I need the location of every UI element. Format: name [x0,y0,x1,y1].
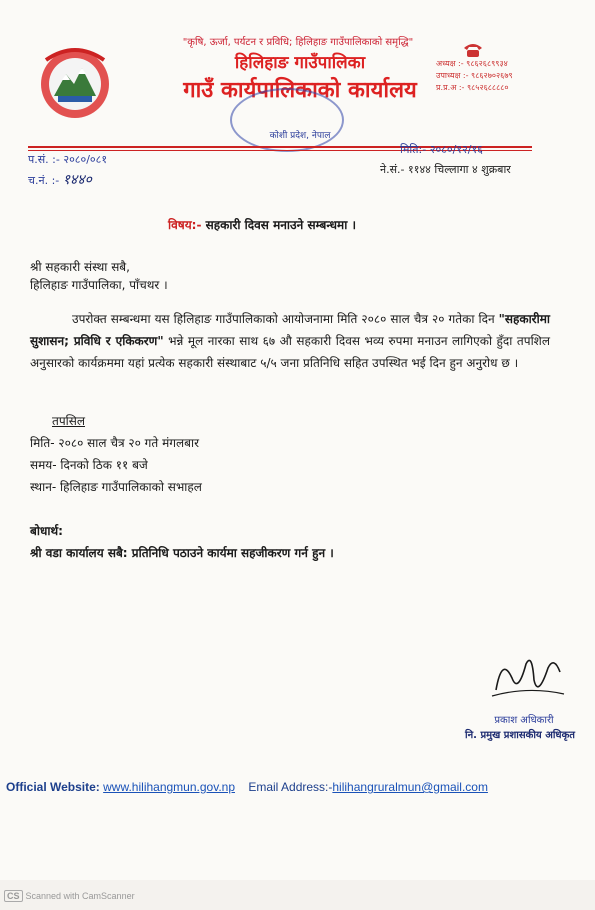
details-place: स्थान- हिलिहाङ गाउँपालिकाको सभाहल [30,480,202,494]
office-name: गाउँ कार्यपालिकाको कार्यालय [183,78,417,103]
cn-number [28,170,107,191]
phone-list [436,58,564,94]
motto: "कृषि, ऊर्जा, पर्यटन र प्रविधि; हिलिहाङ गाउँपालिकाको समृद्धि" [182,37,414,48]
nepal-sambat-date: ने.सं.- ११४४ चिल्लागा ४ शुक्रबार [380,163,511,176]
cc-line: श्री वडा कार्यालय सबै: प्रतिनिधि पठाउने कार्यमा सहजीकरण गर्न हुन । [30,546,334,560]
municipality-name: हिलिहाङ गाउँपालिका [234,53,366,73]
phone-chair: अध्यक्ष :- ९८६२६८९९३४ [436,59,508,68]
details-time: समय- दिनको ठिक ११ बजे [30,458,148,472]
office-address: कोशी प्रदेश, नेपाल [269,131,331,141]
scanner-text: Scanned with CamScanner [25,891,135,901]
phone-vice-chair: उपाध्यक्ष :- ९८६२७०२६७९ [436,71,513,80]
cn-label: च.नं. :- [28,174,60,187]
email-label: Email Address:- [248,780,333,794]
subject-label: विषय:- [168,218,202,232]
telephone-icon [462,42,484,58]
subject-text: सहकारी दिवस मनाउने सम्बन्धमा । [205,218,357,232]
footer [6,780,591,794]
cn-value: १४४० [62,172,92,188]
body-part-1: उपरोक्त सम्बन्धमा यस हिलिहाङ गाउँपालिकाको आयोजनामा मिति २०८० साल चैत्र २० गतेका दिन [72,312,499,326]
website-label: Official Website: [6,780,100,794]
office-stamp [230,88,344,152]
camscanner-badge: CS [4,890,23,902]
recipient-line-2: हिलिहाङ गाउँपालिका, पाँचथर । [30,278,168,292]
ps-number: प.सं. :- २०८०/०८१ [28,153,108,166]
recipient-block [30,258,168,294]
reference-block [28,150,107,191]
email-link[interactable]: hilihangruralmun@gmail.com [332,780,488,794]
cc-heading: बोधार्थ: [30,524,63,538]
website-link[interactable]: www.hilihangmun.gov.np [103,780,235,794]
schedule-details [30,410,202,498]
recipient-line-1: श्री सहकारी संस्था सबै, [30,260,130,274]
letter-body [30,308,550,374]
details-heading: तपसिल [52,414,86,428]
nepal-emblem-icon [36,40,114,124]
signatory-title: नि. प्रमुख प्रशासकीय अधिकृत [465,730,575,741]
body-part-2: भन्ने मूल नारका साथ ६७ औ सहकारी दिवस भव्य रुपमा मनाउन लागिएको हुँदा तपशिल अनुसारको कार्यक्रममा यहां प्रत्येक सहकारी संस्थाबाट ५/५ जना प्रतिनिधि सहित उपस्थित भई दिन हुन अनुरोध छ । [30,334,550,370]
body-slogan: "सहकारीमा सुशासन; प्रविधि र एकिकरण" [30,312,550,348]
phone-cao: प्र.प्र.अ :- ९८५२६८८८८० [436,83,509,92]
signatory-name: प्रकाश अधिकारी [494,715,554,726]
details-date: मिति- २०८० साल चैत्र २० गते मंगलबार [30,436,200,450]
cc-block [30,520,334,564]
letter-date: मिति:- २०८०/१२/१६ [400,143,483,156]
signature-icon [488,650,568,706]
subject-line [168,216,356,233]
scanner-watermark [4,890,135,902]
